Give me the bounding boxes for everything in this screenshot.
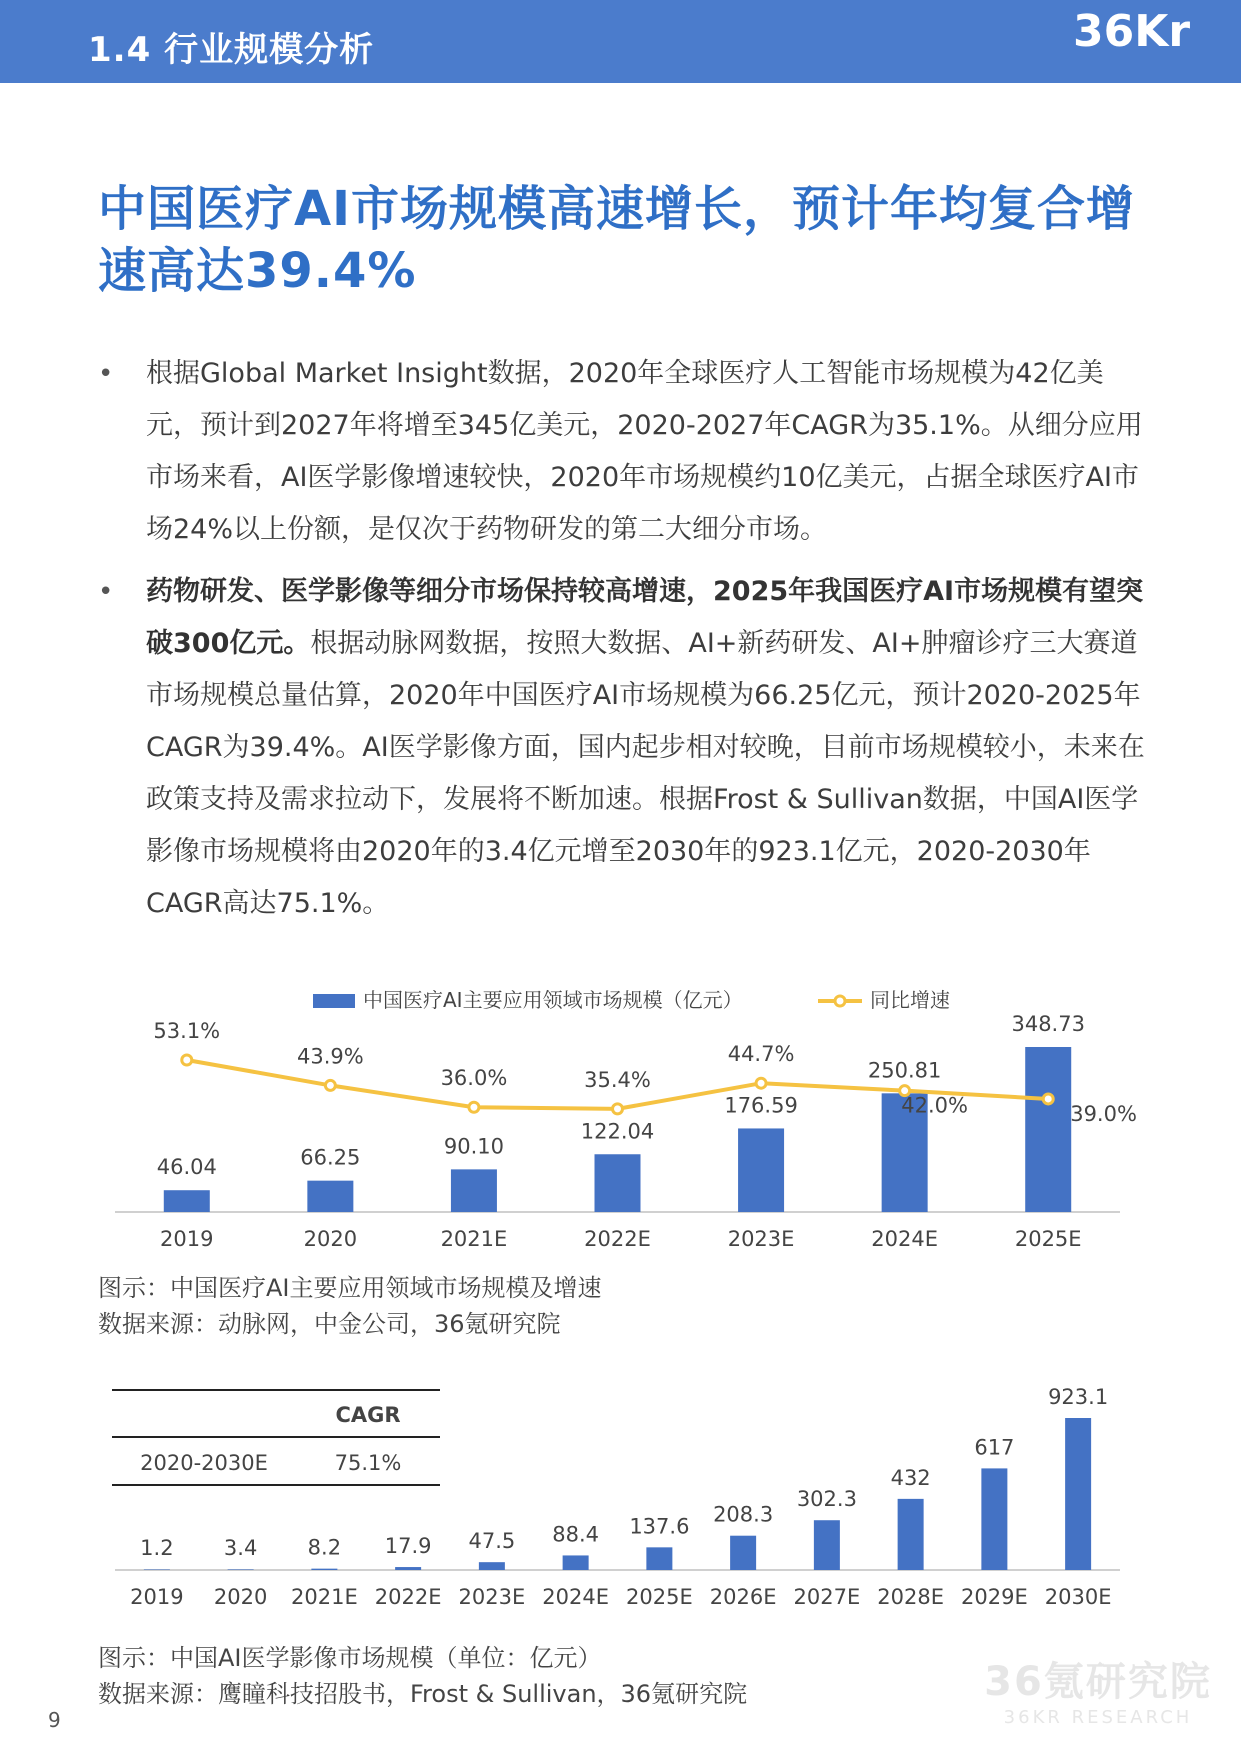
chart-ai-imaging-market bbox=[0, 1370, 1241, 1630]
chart1-svg bbox=[0, 980, 1241, 1250]
chart1-source: 数据来源：动脉网，中金公司，36氪研究院 bbox=[98, 1310, 561, 1338]
x-tick-2030E: 2030E bbox=[1044, 1585, 1112, 1609]
x-tick-2026E: 2026E bbox=[709, 1585, 777, 1609]
legend-bar-swatch bbox=[313, 994, 355, 1008]
watermark-line1: 36氪研究院 bbox=[984, 1659, 1212, 1705]
bar-label-2030E: 923.1 bbox=[1048, 1385, 1109, 1409]
bar-2028E bbox=[898, 1499, 924, 1570]
bar-2026E bbox=[730, 1536, 756, 1570]
bar-label-2021E: 8.2 bbox=[307, 1535, 342, 1560]
x-tick-2024E: 2024E bbox=[542, 1585, 609, 1609]
chart2-source: 数据来源：鹰瞳科技招股书，Frost & Sullivan，36氪研究院 bbox=[98, 1680, 748, 1708]
x-tick-2020: 2020 bbox=[303, 1227, 358, 1250]
growth-point-2021E bbox=[469, 1102, 479, 1112]
bar-2019 bbox=[164, 1190, 210, 1212]
chart2-svg bbox=[0, 1370, 1241, 1630]
bar-label-2020: 3.4 bbox=[223, 1536, 258, 1560]
x-tick-2021E: 2021E bbox=[440, 1227, 508, 1250]
bullet-dot-icon: • bbox=[98, 359, 114, 389]
bar-2025E bbox=[1025, 1047, 1071, 1212]
bar-2022E bbox=[595, 1154, 641, 1212]
growth-label-2019: 53.1% bbox=[153, 1019, 221, 1043]
bar-label-2023E: 47.5 bbox=[468, 1529, 516, 1554]
growth-point-2022E bbox=[613, 1104, 623, 1114]
x-tick-2025E: 2025E bbox=[626, 1585, 693, 1609]
chart1-title: 图示：中国医疗AI主要应用领域市场规模及增速 bbox=[98, 1274, 602, 1302]
growth-point-2019 bbox=[182, 1055, 192, 1065]
bar-2024E bbox=[563, 1555, 589, 1570]
bar-label-2029E: 617 bbox=[974, 1435, 1015, 1460]
growth-point-2025E bbox=[1043, 1094, 1053, 1104]
bar-label-2024E: 250.81 bbox=[867, 1058, 942, 1083]
bar-2023E bbox=[479, 1562, 505, 1570]
bullet-1-text: 根据Global Market Insight数据，2020年全球医疗人工智能市场规模为42亿美元，预计到2027年将增至345亿美元，2020-2027年CAGR为35.1%。从细分应用市场来看，AI医学影像增速较快，2020年市场规模约10亿美元，占据全球医疗AI市场24%以上份额，是仅次于药物研发的第二大细分市场。 bbox=[146, 358, 1143, 545]
bar-2023E bbox=[738, 1128, 784, 1212]
x-tick-2022E: 2022E bbox=[374, 1585, 442, 1609]
bar-label-2019: 1.2 bbox=[140, 1536, 174, 1560]
bar-2030E bbox=[1065, 1418, 1091, 1570]
legend-bar-label: 中国医疗AI主要应用领域市场规模（亿元） bbox=[363, 988, 743, 1012]
growth-label-2021E: 36.0% bbox=[440, 1066, 508, 1091]
legend-line-label: 同比增速 bbox=[870, 988, 950, 1012]
header-bar bbox=[0, 0, 1241, 83]
bar-2020 bbox=[228, 1569, 254, 1570]
x-tick-2019: 2019 bbox=[130, 1585, 184, 1609]
growth-label-2023E: 44.7% bbox=[727, 1042, 795, 1067]
bar-2025E bbox=[646, 1547, 672, 1570]
bullet-item-1 bbox=[98, 348, 1148, 556]
x-tick-2025E: 2025E bbox=[1014, 1227, 1082, 1250]
x-tick-2027E: 2027E bbox=[793, 1585, 861, 1609]
x-tick-2029E: 2029E bbox=[961, 1585, 1028, 1609]
bar-2021E bbox=[311, 1569, 337, 1570]
table-row-value: 75.1% bbox=[334, 1451, 402, 1475]
page-number: 9 bbox=[48, 1708, 61, 1732]
x-tick-2024E: 2024E bbox=[871, 1227, 939, 1250]
growth-point-2020 bbox=[325, 1080, 335, 1090]
bar-label-2026E: 208.3 bbox=[713, 1502, 774, 1527]
bullet-item-2 bbox=[98, 566, 1148, 930]
bar-label-2028E: 432 bbox=[890, 1465, 931, 1490]
bar-2020 bbox=[307, 1181, 353, 1212]
x-tick-2020: 2020 bbox=[213, 1585, 268, 1609]
x-tick-2019: 2019 bbox=[160, 1227, 214, 1250]
page-headline: 中国医疗AI市场规模高速增长，预计年均复合增速高达39.4% bbox=[98, 181, 1136, 299]
section-title: 1.4 行业规模分析 bbox=[88, 30, 375, 70]
36kr-logo bbox=[1061, 0, 1241, 83]
growth-label-2020: 43.9% bbox=[296, 1044, 364, 1069]
growth-point-2023E bbox=[756, 1078, 766, 1088]
bar-2027E bbox=[814, 1520, 840, 1570]
x-tick-2022E: 2022E bbox=[584, 1227, 651, 1250]
bar-label-2020: 66.25 bbox=[300, 1145, 361, 1170]
chart1-caption bbox=[98, 1270, 602, 1342]
bar-2021E bbox=[451, 1169, 497, 1212]
bar-2029E bbox=[981, 1468, 1007, 1570]
bar-2022E bbox=[395, 1567, 421, 1570]
bullet-2-bold: 药物研发、医学影像等细分市场保持较高增速，2025年我国医疗AI市场规模有望突破300亿元。 bbox=[146, 576, 1144, 659]
chart-medical-ai-market bbox=[0, 980, 1241, 1250]
bar-label-2019: 46.04 bbox=[156, 1155, 217, 1180]
bullet-2-text: 根据动脉网数据，按照大数据、AI+新药研发、AI+肿瘤诊疗三大赛道市场规模总量估算，2020年中国医疗AI市场规模为66.25亿元，预计2020-2025年CAGR为39.4%。AI医学影像方面，国内起步相对较晚，目前市场规模较小，未来在政策支持及需求拉动下，发展将不断加速。根据Frost & Sullivan数据，中国AI医学影像市场规模将由2020年的3.4亿元增至2030年的923.1亿元，2020-2030年CAGR高达75.1%。 bbox=[146, 628, 1145, 919]
bar-2019 bbox=[144, 1570, 170, 1571]
bar-label-2027E: 302.3 bbox=[796, 1487, 857, 1512]
x-tick-2028E: 2028E bbox=[877, 1585, 944, 1609]
watermark bbox=[983, 1650, 1213, 1728]
growth-label-2022E: 35.4% bbox=[584, 1067, 651, 1092]
bar-label-2022E: 17.9 bbox=[384, 1534, 432, 1559]
bar-label-2022E: 122.04 bbox=[580, 1119, 655, 1144]
bar-label-2023E: 176.59 bbox=[724, 1093, 798, 1118]
legend-line-marker bbox=[835, 996, 845, 1006]
bar-label-2021E: 90.10 bbox=[443, 1134, 504, 1159]
x-tick-2021E: 2021E bbox=[291, 1585, 358, 1609]
chart2-title: 图示：中国AI医学影像市场规模（单位：亿元） bbox=[98, 1644, 602, 1672]
bar-label-2025E: 348.73 bbox=[1011, 1012, 1085, 1036]
table-header-cagr: CAGR bbox=[335, 1403, 401, 1427]
bar-label-2025E: 137.6 bbox=[629, 1514, 690, 1539]
growth-label-2024E: 42.0% bbox=[901, 1093, 969, 1118]
chart2-caption bbox=[98, 1640, 747, 1712]
logo-text: 36Kr bbox=[1073, 6, 1191, 57]
table-row-label: 2020-2030E bbox=[140, 1451, 268, 1475]
bar-label-2024E: 88.4 bbox=[552, 1522, 600, 1547]
x-tick-2023E: 2023E bbox=[727, 1227, 795, 1250]
bullet-list bbox=[98, 348, 1148, 940]
growth-label-2025E: 39.0% bbox=[1070, 1101, 1137, 1126]
x-tick-2023E: 2023E bbox=[458, 1585, 526, 1609]
watermark-line2: 36KR RESEARCH bbox=[1003, 1707, 1193, 1728]
bullet-dot-icon: • bbox=[98, 577, 114, 607]
